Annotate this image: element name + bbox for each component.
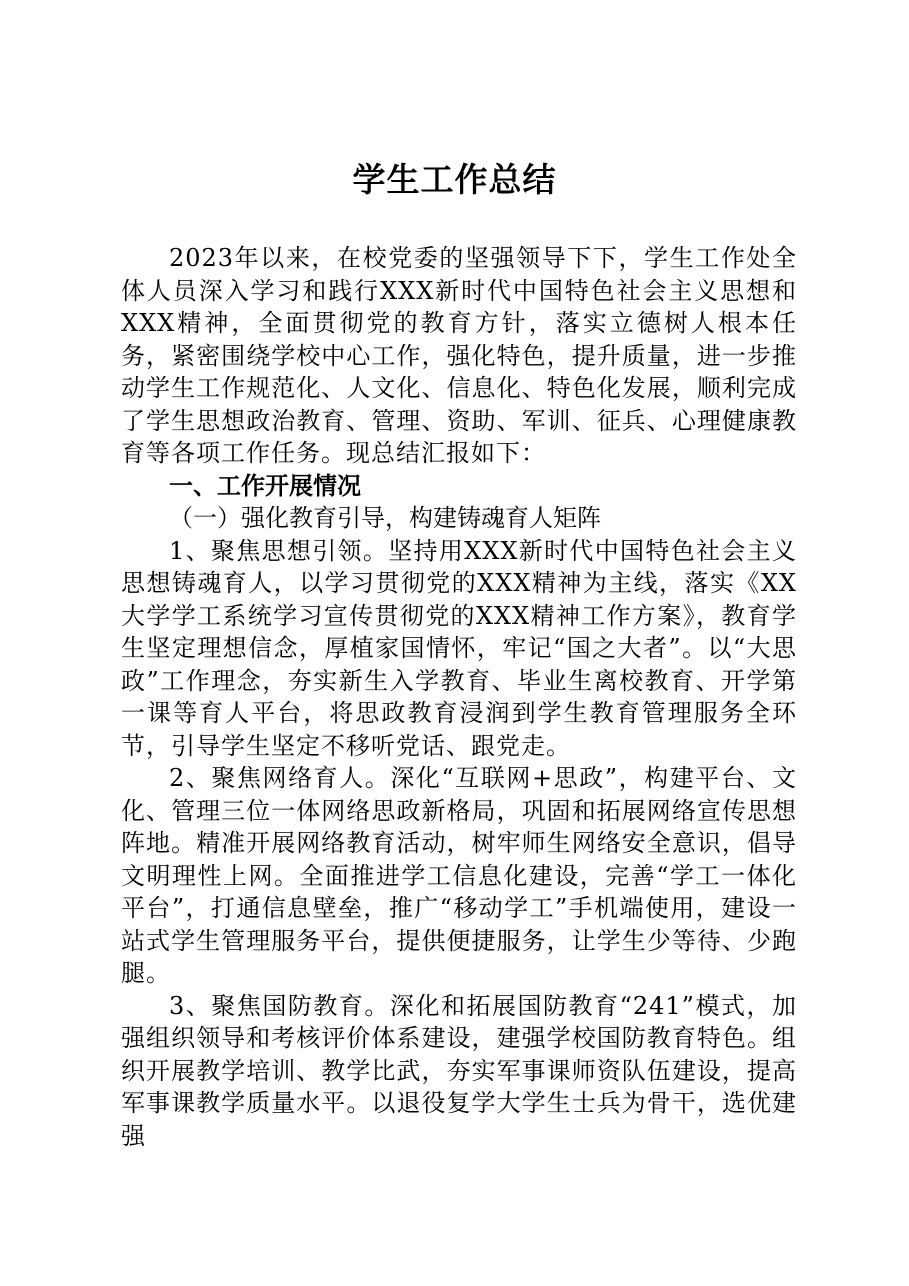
document-title: 学生工作总结 (352, 160, 557, 199)
section-heading-1: 一、工作开展情况 (169, 471, 361, 500)
item-paragraph-2: 2、聚焦网络育人。深化“互联网+思政”，构建平台、文化、管理三位一体网络思政新格局，巩固和拓展网络宣传思想阵地。精准开展网络教育活动，树牢师生网络安全意识，倡导文明理性上网。全面推进学工信息化建设，完善“学工一体化平台”，打通信息壁垒，推广“移动学工”手机端使用，建设一站式学生管理服务平台，提供便捷服务，让学生少等待、少跑腿。 (121, 764, 797, 987)
item-paragraph-3: 3、聚焦国防教育。深化和拓展国防教育“241”模式，加强组织领导和考核评价体系建设，建强学校国防教育特色。组织开展教学培训、教学比武，夯实军事课师资队伍建设，提高军事课教学质量水平。以退役复学大学生士兵为骨干，选优建强 (121, 991, 797, 1150)
subsection-heading-1: （一）强化教育引导，构建铸魂育人矩阵 (169, 504, 601, 532)
item-paragraph-1: 1、聚焦思想引领。坚持用XXX新时代中国特色社会主义思想铸魂育人，以学习贯彻党的XXX精神为主线，落实《XX大学学工系统学习宣传贯彻党的XXX精神工作方案》，教育学生坚定理想信念，厚植家国情怀，牢记“国之大者”。以“大思政”工作理念，夯实新生入学教育、毕业生离校教育、开学第一课等育人平台，将思政教育浸润到学生教育管理服务全环节，引导学生坚定不移听党话、跟党走。 (121, 536, 797, 760)
document-body (121, 242, 797, 1152)
intro-paragraph: 2023年以来，在校党委的坚强领导下下，学生工作处全体人员深入学习和践行XXX新时代中国特色社会主义思想和XXX精神，全面贯彻党的教育方针，落实立德树人根本任务，紧密围绕学校中心工作，强化特色，提升质量，进一步推动学生工作规范化、人文化、信息化、特色化发展，顺利完成了学生思想政治教育、管理、资助、军训、征兵、心理健康教育等各项工作任务。现总结汇报如下： (121, 244, 797, 467)
